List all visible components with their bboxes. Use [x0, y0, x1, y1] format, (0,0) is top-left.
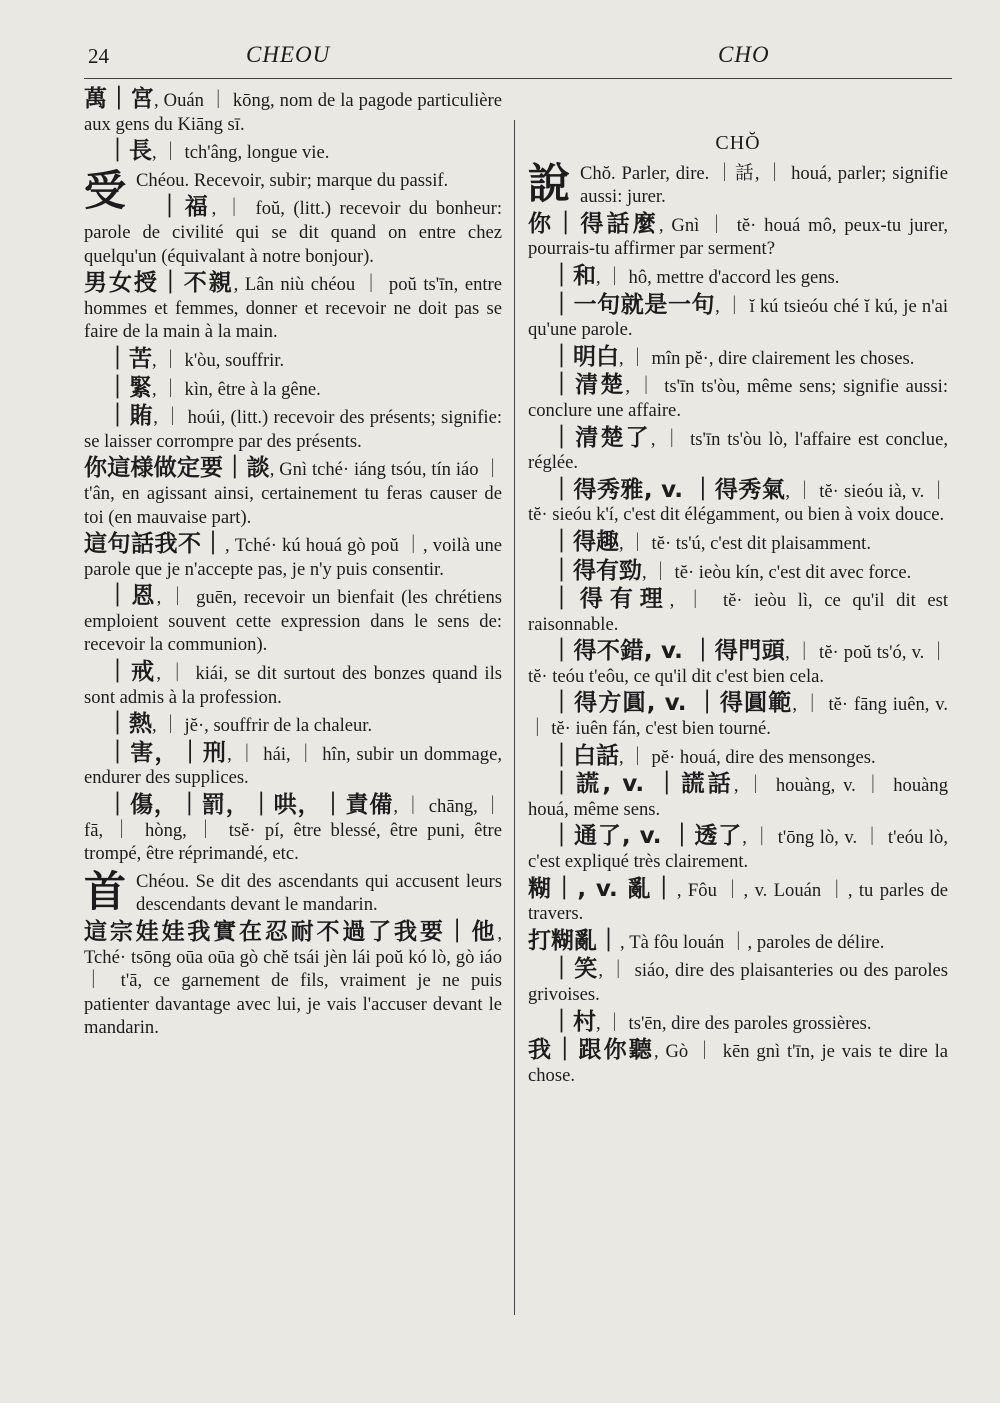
entry-definition: , ｜ tĕ· ieòu lì, ce qu'il dit est raisonnable.	[528, 590, 949, 635]
dictionary-entry	[528, 742, 948, 770]
entry-definition: , Ouán ｜ kōng, nom de la pagode particulière aux gens du Kiāng sī.	[84, 90, 503, 135]
chinese-phrase: ｜謊, v. ｜謊話	[550, 771, 734, 798]
entry-definition: , ｜ hoúi, (litt.) recevoir des présents; signifie: se laisser corrompre par des présents.	[84, 407, 502, 452]
entry-definition: Chéou. Se dit des ascendants qui accusent leurs descendants devant le mandarin.	[136, 870, 502, 916]
chinese-phrase: ｜得方圓, v. ｜得圓範	[550, 690, 793, 717]
section-heading: CHŎ	[715, 132, 761, 154]
entry-definition: , ｜ hô, mettre d'accord les gens.	[596, 266, 840, 288]
header-rule	[84, 78, 952, 79]
dictionary-entry	[528, 291, 948, 342]
dictionary-entry	[84, 794, 502, 866]
chinese-phrase: 你｜得話麼	[528, 210, 659, 237]
dictionary-entry	[528, 927, 948, 955]
entry-definition: , Tché· kú houá gò poŭ ｜, voilà une parole que je n'accepte pas, je n'y puis consentir.	[84, 535, 502, 580]
entry-definition: , Fôu ｜, v. Louán ｜, tu parles de travers.	[528, 879, 949, 925]
dictionary-entry	[528, 424, 948, 475]
chinese-phrase: ｜和	[550, 262, 596, 289]
entry-definition: , Gnì ｜ tĕ· houá mô, peux-tu jurer, pourrais-tu affirmer par serment?	[528, 214, 949, 260]
entry-definition: , Lân niù chéou ｜ poŭ ts'īn, entre hommes et femmes, donner et recevoir ne doit pas se faire de la main à la main.	[84, 274, 502, 343]
entry-definition: , Tché· tsōng oūa oūa gò chĕ tsái jèn lái poŭ kó lò, gò iáo ｜ t'ā, ce garnement de fils, vraiment je ne puis patienter davantage avec lui, je vais l'accuser devant le mandarin.	[84, 923, 502, 1039]
dictionary-entry	[84, 533, 502, 581]
dictionary-entry	[84, 272, 502, 344]
dictionary-entry	[84, 866, 502, 917]
chinese-phrase: 萬｜宮	[84, 86, 155, 112]
entry-definition: , ｜ ts'īn ts'òu lò, l'affaire est conclue, réglée.	[528, 428, 948, 474]
chinese-phrase: ｜得有勁	[550, 557, 642, 584]
chinese-phrase: ｜通了, v. ｜透了	[550, 823, 743, 850]
dictionary-entry	[84, 345, 502, 373]
chinese-phrase: ｜清楚了	[550, 424, 651, 451]
left-running-head: CHEOU	[246, 42, 331, 67]
dictionary-entry	[528, 692, 948, 740]
chinese-phrase: 糊｜, v. 亂｜	[528, 875, 677, 902]
entry-definition: , ｜ tĕ· ts'ú, c'est dit plaisamment.	[619, 532, 871, 554]
entry-definition: , ｜ jĕ·, souffrir de la chaleur.	[152, 715, 373, 737]
dictionary-entry	[528, 476, 948, 527]
entry-definition: Chŏ. Parler, dire. ｜話, ｜ houá, parler; signifie aussi: jurer.	[580, 162, 948, 208]
chinese-phrase: ｜戒	[106, 659, 157, 686]
chinese-phrase: ｜村	[550, 1008, 596, 1035]
dictionary-entry	[528, 528, 948, 556]
dictionary-entry	[528, 374, 948, 422]
dictionary-entry	[84, 585, 502, 657]
entry-definition: , ｜ siáo, dire des plaisanteries ou des paroles grivoises.	[528, 960, 949, 1005]
page-number: 24	[88, 44, 109, 68]
entry-definition: , ｜ guēn, recevoir un bienfait (les chrétiens emploient souvent cette expression dans le sens de: recevoir la communion).	[84, 587, 502, 656]
dictionary-entry	[528, 958, 948, 1006]
chinese-phrase: ｜白話	[550, 742, 619, 769]
chinese-phrase: ｜福	[158, 194, 212, 221]
chinese-phrase: ｜得趣	[550, 528, 619, 555]
column-rule	[514, 120, 515, 1315]
entry-definition: , ｜ tĕ· ieòu kín, c'est dit avec force.	[642, 561, 912, 583]
headword-character: 受	[84, 165, 127, 215]
headword-character: 首	[84, 866, 127, 916]
dictionary-entry	[84, 140, 502, 165]
entry-definition: , Tà fôu louán ｜, paroles de délire.	[620, 931, 885, 953]
chinese-phrase: ｜笑	[550, 956, 599, 983]
right-column-entries	[528, 158, 949, 1088]
chinese-phrase: ｜緊	[106, 374, 152, 401]
entry-definition: , ｜ k'òu, souffrir.	[152, 349, 285, 371]
chinese-phrase: ｜長	[106, 138, 152, 165]
chinese-phrase: ｜得不錯, v. ｜得門頭	[550, 638, 786, 665]
chinese-phrase: ｜害，｜刑	[106, 739, 228, 766]
chinese-phrase: ｜恩	[106, 583, 157, 610]
entry-definition: , ｜ t'ōng lò, v. ｜ t'eóu lò, c'est expliqué très clairement.	[528, 827, 949, 873]
chinese-phrase: 這句話我不｜	[84, 531, 226, 558]
entry-definition: , ｜ ts'ēn, dire des paroles grossières.	[596, 1012, 872, 1034]
headword-character: 說	[528, 158, 571, 208]
chinese-phrase: 打糊亂｜	[528, 927, 620, 954]
entry-definition: , ｜ tĕ· sieóu ià, v. ｜ tĕ· sieóu k'í, c'est dit élégamment, ou bien à voix douce.	[528, 480, 948, 526]
chinese-phrase: ｜熱	[106, 711, 152, 738]
dictionary-entry	[528, 210, 949, 261]
entry-definition: , ｜ kiái, se dit surtout des bonzes quand ils sont admis à la profession.	[84, 663, 502, 708]
left-column	[84, 88, 502, 1044]
chinese-phrase: 男女授｜不親	[84, 270, 234, 297]
dictionary-entry	[84, 405, 502, 453]
dictionary-entry	[84, 739, 502, 790]
chinese-phrase: 你這様做定要｜談	[84, 455, 270, 482]
dictionary-entry	[84, 196, 502, 268]
dictionary-entry	[528, 158, 948, 209]
dictionary-entry	[84, 88, 502, 136]
dictionary-entry	[528, 1039, 948, 1087]
page-header	[88, 44, 950, 78]
chinese-phrase: ｜明白	[550, 343, 619, 370]
chinese-phrase: 這宗娃娃我實在忍耐不過了我要｜他	[84, 919, 498, 945]
dictionary-entry	[528, 773, 948, 821]
dictionary-entry	[528, 262, 948, 290]
entry-definition: , ｜ chāng, ｜ fā, ｜ hòng, ｜ tsĕ· pí, être blessé, être puni, être trompé, être réprimandé, etc.	[84, 796, 503, 865]
entry-definition: , ｜ houàng, v. ｜ houàng houá, même sens.	[528, 775, 948, 820]
chinese-phrase: ｜傷，｜罰，｜哄，｜責備	[106, 792, 394, 819]
entry-definition: , Gnì tché· iáng tsóu, tín iáo ｜ t'ân, en agissant ainsi, certainement tu feras causer de toi (en mauvaise part).	[84, 459, 502, 528]
dictionary-entry	[84, 165, 502, 215]
chinese-phrase: ｜清楚	[550, 372, 626, 399]
entry-definition: , ｜ foŭ, (litt.) recevoir du bonheur: parole de civilité qui se dit quand on entre chez quelqu'un (équivalant à notre bonjour).	[84, 198, 503, 267]
entry-definition: , ｜ tĕ· poŭ ts'ó, v. ｜ tĕ· teóu t'eôu, ce qu'il dit c'est bien cela.	[528, 642, 948, 687]
entry-definition: , ｜ pĕ· houá, dire des mensonges.	[619, 746, 876, 768]
dictionary-entry	[528, 875, 949, 926]
entry-definition: , ｜ ĭ kú tsieóu ché ĭ kú, je n'ai qu'une parole.	[528, 295, 948, 341]
entry-definition: , ｜ tch'âng, longue vie.	[152, 142, 330, 164]
entry-definition: , ｜ tĕ· fāng iuên, v. ｜ tĕ· iuên fán, c'est bien tourné.	[528, 694, 948, 740]
dictionary-entry	[84, 713, 502, 738]
dictionary-entry	[84, 921, 502, 1040]
right-running-head: CHO	[718, 42, 770, 67]
dictionary-entry	[528, 640, 948, 688]
dictionary-entry	[84, 457, 502, 529]
chinese-phrase: ｜苦	[106, 345, 152, 372]
chinese-phrase: 我｜跟你聽	[528, 1037, 654, 1064]
dictionary-entry	[84, 374, 502, 402]
chinese-phrase: ｜一句就是一句	[550, 291, 716, 318]
entry-definition: , ｜ ts'īn ts'òu, même sens; signifie aussi: conclure une affaire.	[528, 376, 948, 421]
dictionary-entry	[528, 825, 948, 873]
entry-definition: , ｜ kìn, être à la gêne.	[152, 378, 321, 400]
dictionary-entry	[528, 1008, 948, 1036]
dictionary-entry	[528, 557, 948, 585]
entry-definition: , ｜ hái, ｜ hîn, subir un dommage, endurer des supplices.	[84, 743, 502, 789]
entry-definition: , ｜ mîn pĕ·, dire clairement les choses.	[619, 347, 915, 369]
dictionary-entry	[528, 343, 948, 371]
chinese-phrase: ｜得有理	[550, 586, 670, 613]
entry-definition: , Gò ｜ kēn gnì t'īn, je vais te dire la chose.	[528, 1041, 948, 1086]
right-column	[528, 88, 948, 1091]
chinese-phrase: ｜得秀雅, v. ｜得秀氣	[550, 476, 786, 503]
dictionary-entry	[528, 588, 948, 636]
dictionary-entry	[84, 661, 502, 709]
chinese-phrase: ｜賄	[106, 403, 154, 430]
entry-definition: Chéou. Recevoir, subir; marque du passif.	[136, 169, 449, 191]
